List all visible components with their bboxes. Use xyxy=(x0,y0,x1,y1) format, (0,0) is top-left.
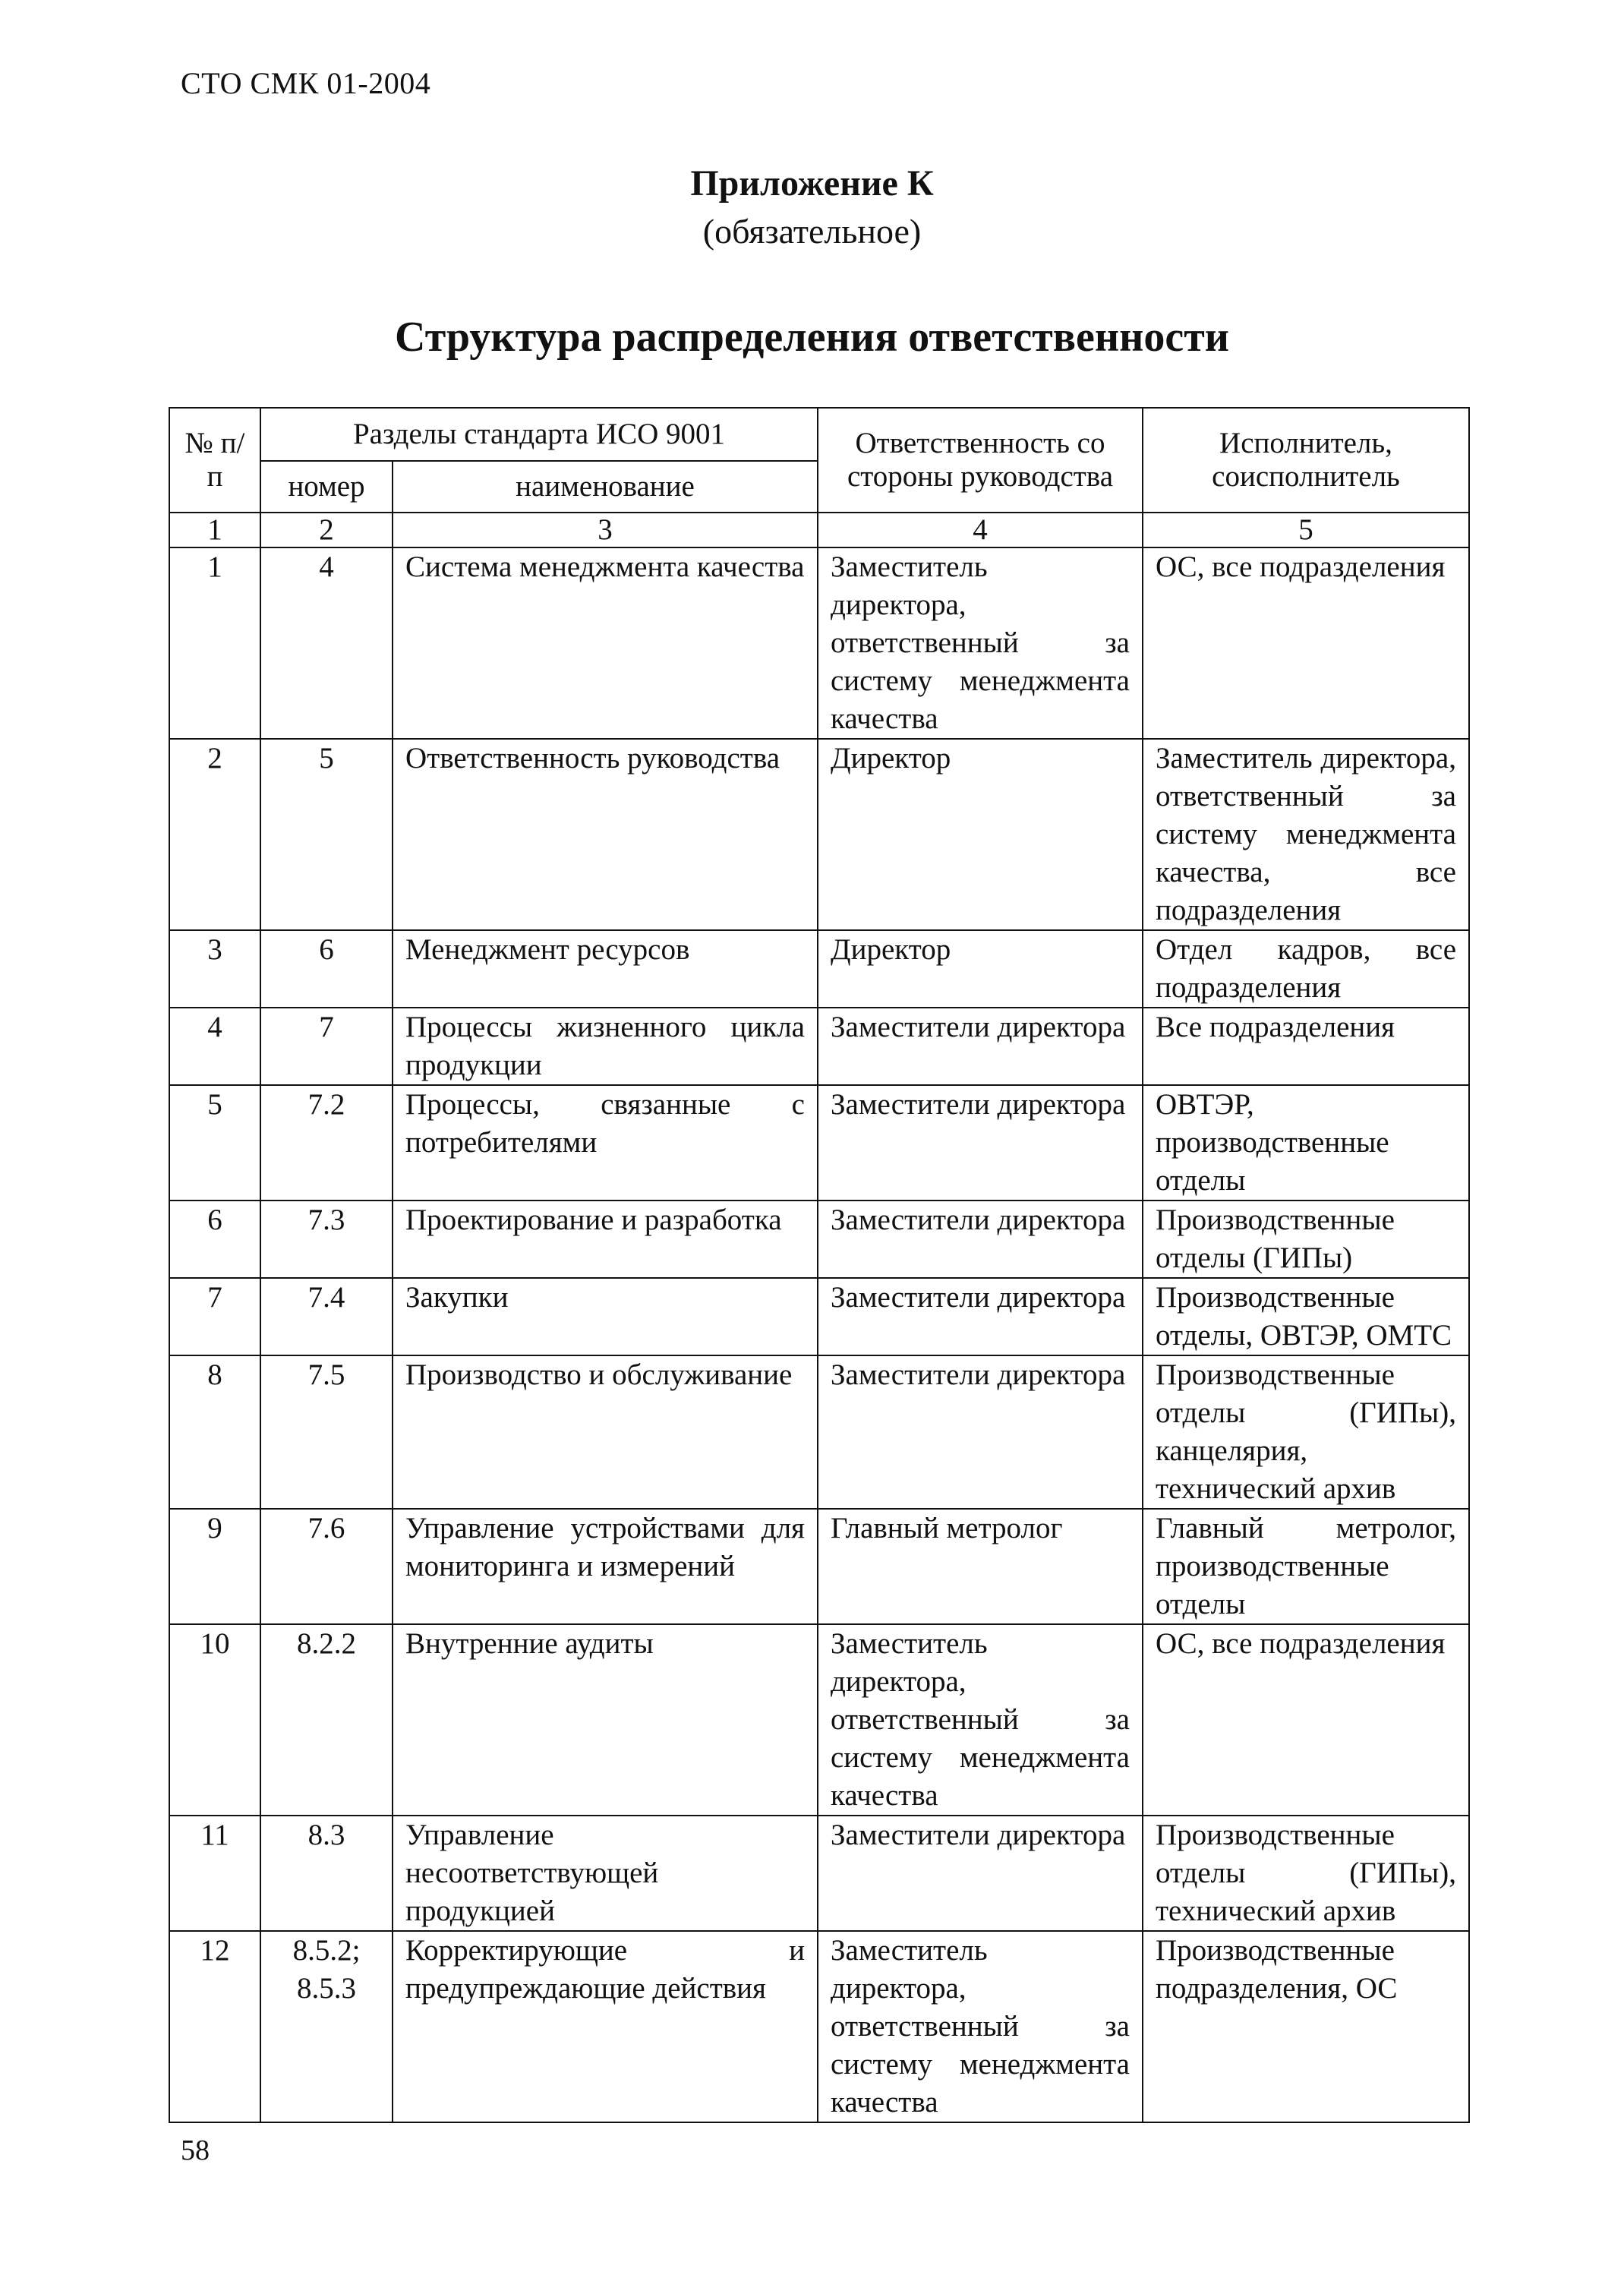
header-number: № п/п xyxy=(169,408,260,513)
executor: Все подразделения xyxy=(1143,1008,1469,1085)
table-row xyxy=(169,739,1469,930)
executor: Производственные отделы (ГИПы) xyxy=(1143,1201,1469,1278)
section-name: Ответственность руководства xyxy=(393,739,818,930)
row-number: 11 xyxy=(169,1816,260,1931)
section-name: Управление несоответствующей продукцией xyxy=(393,1816,818,1931)
header-management: Ответственность со стороны руководства xyxy=(818,408,1143,513)
table-row xyxy=(169,1278,1469,1355)
executor: ОС, все подразделения xyxy=(1143,1624,1469,1816)
row-number: 8 xyxy=(169,1355,260,1509)
management-responsibility: Заместители директора xyxy=(818,1278,1143,1355)
section-name: Процессы жизненного цикла продукции xyxy=(393,1008,818,1085)
section-code: 8.2.2 xyxy=(260,1624,393,1816)
row-number: 2 xyxy=(169,739,260,930)
section-code: 7 xyxy=(260,1008,393,1085)
header-row xyxy=(169,408,1469,461)
executor: Производственные отделы (ГИПы), технический архив xyxy=(1143,1816,1469,1931)
management-responsibility: Главный метролог xyxy=(818,1509,1143,1624)
management-responsibility: Заместители директора xyxy=(818,1085,1143,1201)
section-name: Менеджмент ресурсов xyxy=(393,930,818,1008)
document-code: СТО СМК 01-2004 xyxy=(181,66,431,100)
row-number: 10 xyxy=(169,1624,260,1816)
page-number: 58 xyxy=(181,2134,210,2166)
executor: Главный метролог, производственные отделы xyxy=(1143,1509,1469,1624)
section-code: 8.5.2; 8.5.3 xyxy=(260,1931,393,2122)
row-number: 9 xyxy=(169,1509,260,1624)
row-number: 1 xyxy=(169,547,260,739)
row-number: 7 xyxy=(169,1278,260,1355)
executor: Производственные отделы, ОВТЭР, ОМТС xyxy=(1143,1278,1469,1355)
section-code: 6 xyxy=(260,930,393,1008)
table-row xyxy=(169,930,1469,1008)
table-row xyxy=(169,547,1469,739)
section-name: Система менеджмента качества xyxy=(393,547,818,739)
section-name: Закупки xyxy=(393,1278,818,1355)
section-code: 4 xyxy=(260,547,393,739)
header-section-name: наименование xyxy=(393,461,818,513)
column-number: 4 xyxy=(818,513,1143,547)
management-responsibility: Заместители директора xyxy=(818,1816,1143,1931)
row-number: 12 xyxy=(169,1931,260,2122)
section-name: Внутренние аудиты xyxy=(393,1624,818,1816)
row-number: 4 xyxy=(169,1008,260,1085)
table-row xyxy=(169,1085,1469,1201)
executor: Заместитель директора, ответственный за систему менеджмента качества, все подразделения xyxy=(1143,739,1469,930)
management-responsibility: Директор xyxy=(818,930,1143,1008)
column-number-row xyxy=(169,513,1469,547)
executor: Отдел кадров, все подразделения xyxy=(1143,930,1469,1008)
section-name: Процессы, связанные с потребителями xyxy=(393,1085,818,1201)
management-responsibility: Заместитель директора, ответственный за систему менеджмента качества xyxy=(818,1624,1143,1816)
executor: Производственные подразделения, ОС xyxy=(1143,1931,1469,2122)
table-row xyxy=(169,1355,1469,1509)
executor: ОВТЭР, производственные отделы xyxy=(1143,1085,1469,1201)
header-sections-group: Разделы стандарта ИСО 9001 xyxy=(260,408,818,461)
management-responsibility: Заместители директора xyxy=(818,1201,1143,1278)
table-row xyxy=(169,1816,1469,1931)
management-responsibility: Заместитель директора, ответственный за систему менеджмента качества xyxy=(818,1931,1143,2122)
document-title: Структура распределения ответственности xyxy=(395,314,1229,361)
row-number: 3 xyxy=(169,930,260,1008)
section-code: 7.6 xyxy=(260,1509,393,1624)
table-row xyxy=(169,1509,1469,1624)
table-row xyxy=(169,1008,1469,1085)
section-code: 7.3 xyxy=(260,1201,393,1278)
section-name: Управление устройствами для мониторинга и измерений xyxy=(393,1509,818,1624)
column-number: 1 xyxy=(169,513,260,547)
management-responsibility: Заместители директора xyxy=(818,1355,1143,1509)
header-executor: Исполнитель, соисполнитель xyxy=(1143,408,1469,513)
management-responsibility: Заместители директора xyxy=(818,1008,1143,1085)
appendix-title: Приложение К xyxy=(690,163,934,204)
management-responsibility: Заместитель директора, ответственный за систему менеджмента качества xyxy=(818,547,1143,739)
executor: ОС, все подразделения xyxy=(1143,547,1469,739)
header-section-code: номер xyxy=(260,461,393,513)
row-number: 5 xyxy=(169,1085,260,1201)
section-name: Производство и обслуживание xyxy=(393,1355,818,1509)
management-responsibility: Директор xyxy=(818,739,1143,930)
section-name: Проектирование и разработка xyxy=(393,1201,818,1278)
section-code: 8.3 xyxy=(260,1816,393,1931)
section-name: Корректирующие и предупреждающие действия xyxy=(393,1931,818,2122)
responsibility-table xyxy=(169,407,1470,2123)
section-code: 7.2 xyxy=(260,1085,393,1201)
executor: Производственные отделы (ГИПы), канцелярия, технический архив xyxy=(1143,1355,1469,1509)
column-number: 2 xyxy=(260,513,393,547)
section-code: 5 xyxy=(260,739,393,930)
appendix-subtitle: (обязательное) xyxy=(702,212,922,251)
section-code: 7.4 xyxy=(260,1278,393,1355)
table-row xyxy=(169,1201,1469,1278)
table-row xyxy=(169,1931,1469,2122)
column-number: 5 xyxy=(1143,513,1469,547)
section-code: 7.5 xyxy=(260,1355,393,1509)
table-header xyxy=(169,408,1469,513)
column-number: 3 xyxy=(393,513,818,547)
row-number: 6 xyxy=(169,1201,260,1278)
table-row xyxy=(169,1624,1469,1816)
table-body xyxy=(169,513,1469,2122)
